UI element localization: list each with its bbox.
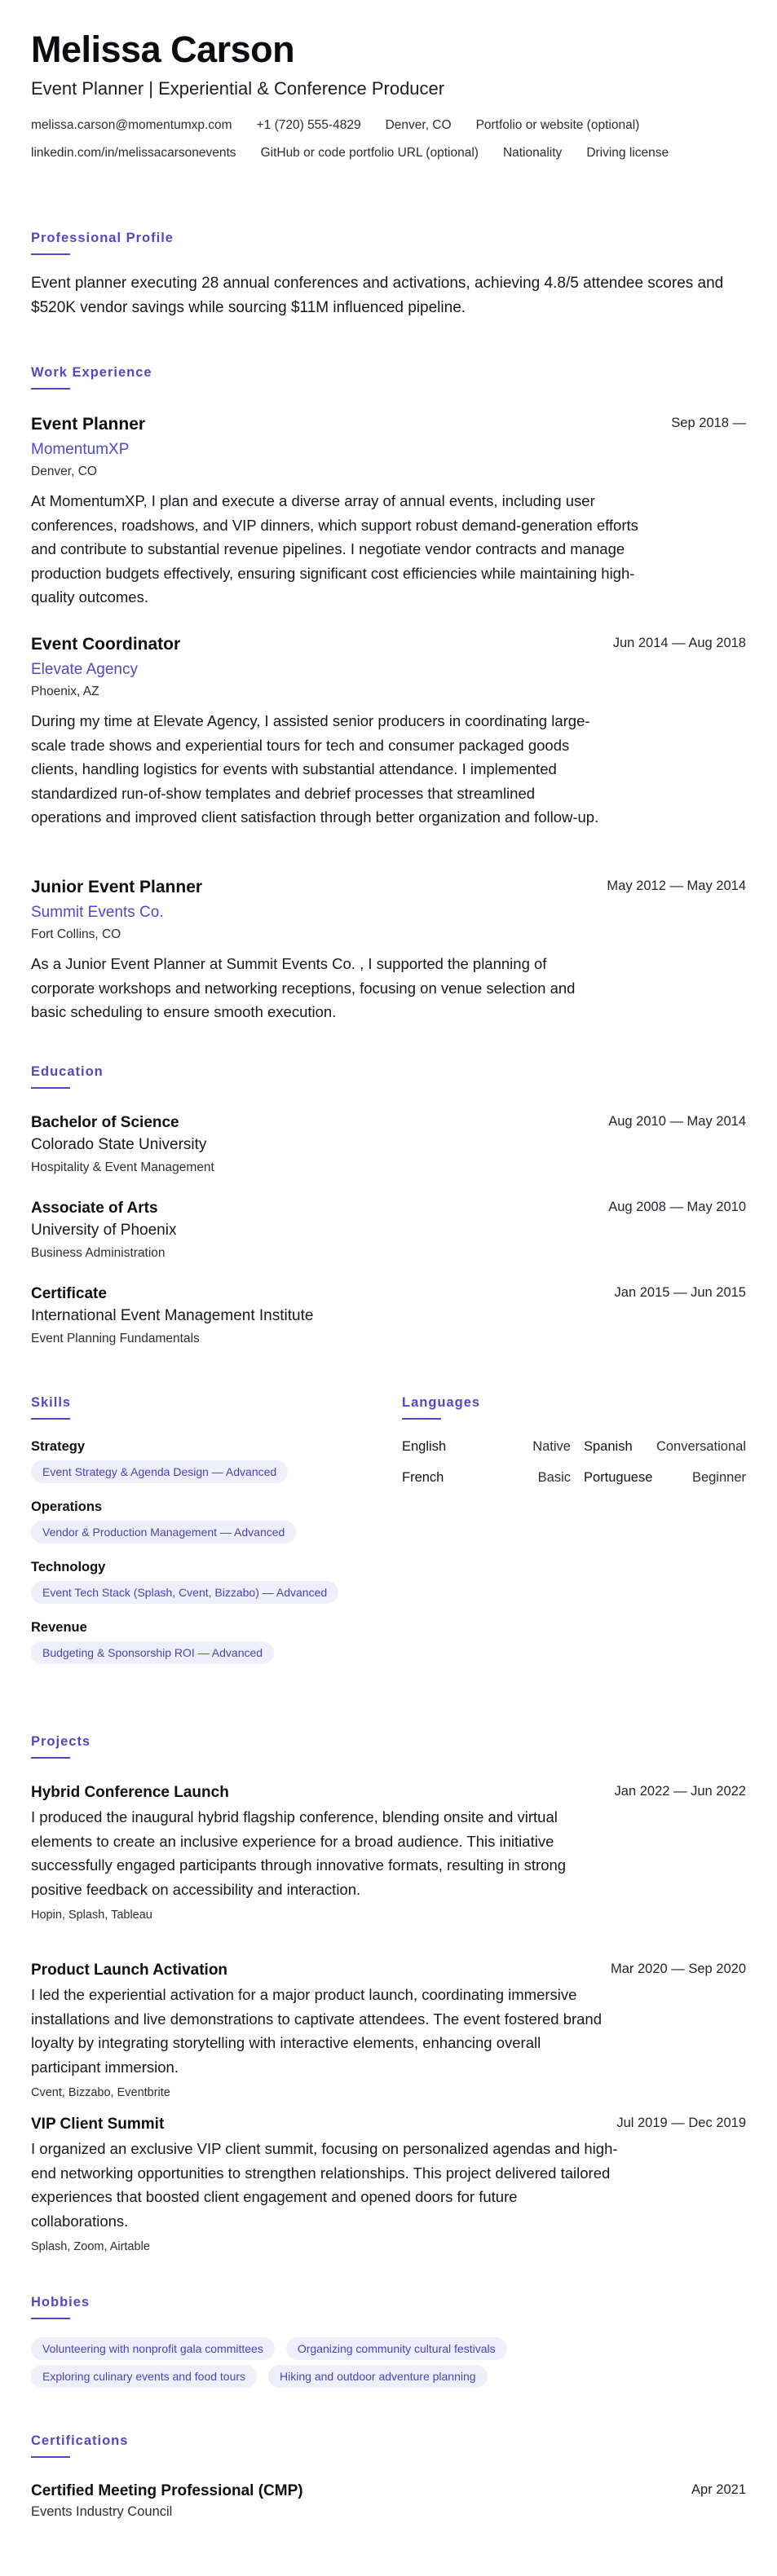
language-name: Spanish — [584, 1439, 633, 1454]
project-date: Jul 2019 — Dec 2019 — [616, 2116, 746, 2130]
certifications-section — [31, 2432, 746, 2458]
skill-category: Technology — [31, 1560, 106, 1574]
experience-section — [31, 363, 746, 390]
skill-category: Strategy — [31, 1439, 86, 1454]
job-title: Event Coordinator — [31, 635, 181, 654]
education-entry — [31, 1284, 746, 1349]
contact-driving-license: Driving license — [586, 146, 669, 160]
contact-portfolio[interactable]: Portfolio or website (optional) — [475, 118, 640, 132]
hobby-chip: Hiking and outdoor adventure planning — [268, 2365, 488, 2388]
job-entry — [31, 875, 746, 1024]
language-item — [402, 1469, 574, 1486]
job-company: Summit Events Co. — [31, 904, 164, 921]
project-entry — [31, 2114, 746, 2256]
language-item — [574, 1438, 746, 1455]
hobby-list — [31, 2337, 602, 2388]
project-date: Mar 2020 — Sep 2020 — [610, 1962, 746, 1976]
skill-chip: Event Tech Stack (Splash, Cvent, Bizzabo) — Advanced — [31, 1581, 338, 1604]
project-title: Product Launch Activation — [31, 1962, 228, 1979]
section-title-projects: Projects — [31, 1733, 746, 1759]
certification-entry — [31, 2481, 746, 2521]
contact-linkedin[interactable]: linkedin.com/in/melissacarsonevents — [31, 146, 236, 160]
languages-section — [402, 1394, 746, 1486]
skill-chip: Event Strategy & Agenda Design — Advanced — [31, 1460, 288, 1483]
contact-list — [31, 116, 746, 163]
skill-group — [31, 1438, 390, 1483]
education-degree: Certificate — [31, 1285, 107, 1302]
job-title: Event Planner — [31, 415, 146, 434]
job-date: May 2012 — May 2014 — [607, 878, 746, 893]
project-tech: Splash, Zoom, Airtable — [31, 2240, 150, 2253]
skills-section — [31, 1394, 390, 1664]
profile-summary: Event planner executing 28 annual conferences and activations, achieving 4.8/5 attendee scores and $520K vendor savings while sourcing $11M influenced pipeline. — [31, 275, 724, 316]
skill-group — [31, 1498, 390, 1543]
section-title-education: Education — [31, 1063, 746, 1089]
hobby-chip: Organizing community cultural festivals — [286, 2337, 507, 2360]
job-location: Denver, CO — [31, 465, 97, 478]
education-date: Aug 2008 — May 2010 — [608, 1200, 746, 1214]
education-date: Jan 2015 — Jun 2015 — [614, 1285, 746, 1300]
job-description: As a Junior Event Planner at Summit Events Co. , I supported the planning of corporate workshops and networking receptions, focusing on venue selection and basic scheduling to ensure smooth execution. — [31, 955, 576, 1020]
skill-group — [31, 1558, 390, 1604]
hobbies-section — [31, 2293, 746, 2388]
skill-category: Revenue — [31, 1620, 87, 1635]
language-name: French — [402, 1470, 444, 1485]
project-title: Hybrid Conference Launch — [31, 1784, 229, 1801]
language-level: Native — [532, 1439, 571, 1454]
education-degree: Bachelor of Science — [31, 1114, 179, 1131]
education-entry — [31, 1112, 746, 1178]
hobby-chip: Exploring culinary events and food tours — [31, 2365, 257, 2388]
language-level: Beginner — [691, 1470, 746, 1485]
contact-phone[interactable]: +1 (720) 555-4829 — [256, 118, 361, 132]
section-title-languages: Languages — [402, 1394, 746, 1420]
certification-title: Certified Meeting Professional (CMP) — [31, 2482, 303, 2499]
contact-location: Denver, CO — [385, 118, 452, 132]
candidate-name: Melissa Carson — [31, 29, 295, 70]
education-field: Event Planning Fundamentals — [31, 1332, 200, 1345]
job-description: During my time at Elevate Agency, I assisted senior producers in coordinating large-scale trade shows and experiential tours for tech and consumer packaged goods clients, handling logistics for events with substantial attendance. I implemented standardized run-of-show templates and debrief processes that streamlined operations and improved client satisfaction through better organization and follow-up. — [31, 712, 599, 826]
language-item — [574, 1469, 746, 1486]
contact-github[interactable]: GitHub or code portfolio URL (optional) — [260, 146, 479, 160]
job-location: Phoenix, AZ — [31, 685, 99, 698]
project-description: I produced the inaugural hybrid flagship conference, blending onsite and virtual elements to create an inclusive experience for a broad audience. This initiative successfully engaged participants through innovative formats, resulting in strong positive feedback on accessibility and interaction. — [31, 1808, 567, 1898]
skill-chip: Vendor & Production Management — Advanced — [31, 1521, 296, 1543]
project-tech: Hopin, Splash, Tableau — [31, 1909, 152, 1922]
job-company: Elevate Agency — [31, 661, 138, 678]
section-title-certifications: Certifications — [31, 2432, 746, 2458]
contact-email[interactable]: melissa.carson@momentumxp.com — [31, 118, 232, 132]
skill-group — [31, 1618, 390, 1664]
language-row — [402, 1469, 746, 1486]
project-description: I organized an exclusive VIP client summit, focusing on personalized agendas and high-end networking opportunities to strengthen relationships. This project delivered tailored experiences that boosted client engagement and opened doors for future collaborations. — [31, 2140, 618, 2230]
education-degree: Associate of Arts — [31, 1200, 158, 1217]
project-description: I led the experiential activation for a major product launch, coordinating immersive installations and live demonstrations to captivate attendees. The event fostered brand loyalty by integrating storytelling with interactive elements, enhancing overall participant immersion. — [31, 1986, 603, 2076]
job-description: At MomentumXP, I plan and execute a diverse array of annual events, including user conferences, roadshows, and VIP dinners, which support robust demand-generation efforts and contribute to substantial revenue pipelines. I negotiate vendor contracts and manage production budgets effectively, ensuring significant cost efficiencies while maintaining high-quality outcomes. — [31, 492, 638, 605]
language-name: English — [402, 1439, 447, 1454]
education-school: Colorado State University — [31, 1136, 207, 1153]
job-entry — [31, 632, 746, 830]
projects-section — [31, 1733, 746, 1759]
section-title-profile: Professional Profile — [31, 229, 746, 255]
skills-languages-row — [31, 1394, 746, 1720]
project-title: VIP Client Summit — [31, 2116, 165, 2133]
certification-date: Apr 2021 — [691, 2482, 746, 2497]
skill-category: Operations — [31, 1499, 103, 1514]
hobby-chip: Volunteering with nonprofit gala committees — [31, 2337, 275, 2360]
project-entry — [31, 1960, 746, 2102]
resume-header — [31, 28, 746, 163]
job-company: MomentumXP — [31, 441, 130, 458]
language-name: Portuguese — [584, 1470, 653, 1485]
section-title-skills: Skills — [31, 1394, 390, 1420]
education-date: Aug 2010 — May 2014 — [608, 1114, 746, 1129]
education-section — [31, 1063, 746, 1089]
job-location: Fort Collins, CO — [31, 927, 121, 941]
section-title-experience: Work Experience — [31, 363, 746, 390]
education-field: Business Administration — [31, 1246, 166, 1260]
job-entry — [31, 412, 746, 610]
certification-issuer: Events Industry Council — [31, 2504, 173, 2519]
section-title-hobbies: Hobbies — [31, 2293, 746, 2319]
education-school: International Event Management Institute — [31, 1307, 314, 1324]
project-date: Jan 2022 — Jun 2022 — [614, 1784, 746, 1799]
job-date: Jun 2014 — Aug 2018 — [612, 636, 746, 650]
project-tech: Cvent, Bizzabo, Eventbrite — [31, 2086, 170, 2099]
education-entry — [31, 1198, 746, 1263]
candidate-headline: Event Planner | Experiential & Conference Producer — [31, 78, 445, 99]
language-level: Conversational — [656, 1439, 746, 1454]
education-school: University of Phoenix — [31, 1222, 177, 1239]
project-entry — [31, 1782, 746, 1924]
education-field: Hospitality & Event Management — [31, 1160, 214, 1174]
language-row — [402, 1438, 746, 1455]
profile-section — [31, 229, 746, 320]
language-level: Basic — [537, 1470, 571, 1485]
job-date: Sep 2018 — — [671, 416, 746, 430]
contact-nationality: Nationality — [502, 146, 563, 160]
language-item — [402, 1438, 574, 1455]
skill-chip: Budgeting & Sponsorship ROI — Advanced — [31, 1641, 274, 1664]
job-title: Junior Event Planner — [31, 878, 203, 896]
